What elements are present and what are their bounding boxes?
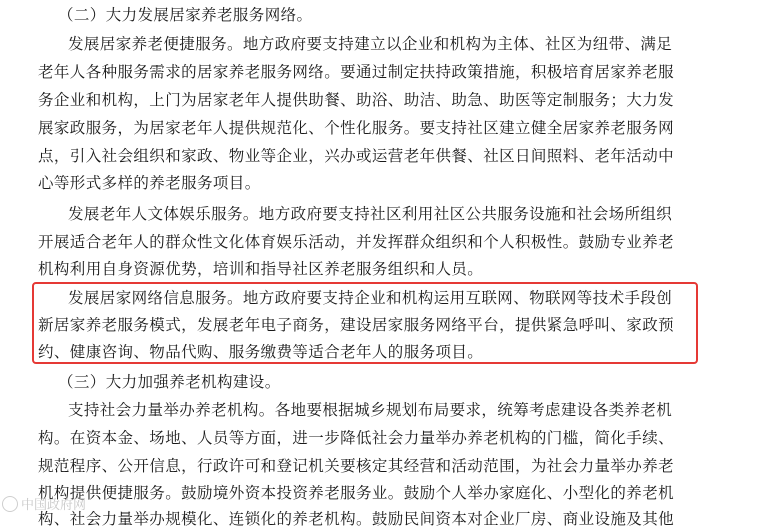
paragraph-line: 点，引入社会组织和家政、物业等企业，兴办或运营老年供餐、社区日间照料、老年活动中 xyxy=(38,147,675,165)
paragraph-line: 心等形式多样的养老服务项目。 xyxy=(38,174,261,192)
paragraph-line: 机构提供便捷服务。鼓励境外资本投资养老服务业。鼓励个人举办家庭化、小型化的养老机 xyxy=(38,484,675,502)
paragraph-line: 支持社会力量举办养老机构。各地要根据城乡规划布局要求，统筹考虑建设各类养老机 xyxy=(68,401,673,419)
paragraph-line: 展家政服务，为居家老年人提供规范化、个性化服务。要支持社区建立健全居家养老服务网 xyxy=(38,119,675,137)
section-heading: （三）大力加强养老机构建设。 xyxy=(58,373,281,391)
paragraph-line: 规范程序、公开信息，行政许可和登记机关要核定其经营和活动范围，为社会力量举办养老 xyxy=(38,457,675,475)
watermark-logo-icon xyxy=(2,496,18,512)
highlighted-paragraph-line: 约、健康咨询、物品代购、服务缴费等适合老年人的服务项目。 xyxy=(38,343,484,361)
section-heading: （二）大力发展居家养老服务网络。 xyxy=(58,6,313,24)
paragraph-line: 发展老年人文体娱乐服务。地方政府要支持社区利用社区公共服务设施和社会场所组织 xyxy=(68,205,673,223)
paragraph-line: 开展适合老年人的群众性文化体育娱乐活动，并发挥群众组织和个人积极性。鼓励专业养老 xyxy=(38,233,675,251)
paragraph-line: 构。在资本金、场地、人员等方面，进一步降低社会力量举办养老机构的门槛，简化手续、 xyxy=(38,429,675,447)
paragraph-line: 老年人各种服务需求的居家养老服务网络。要通过制定扶持政策措施，积极培育居家养老服 xyxy=(38,63,675,81)
highlighted-paragraph-line: 发展居家网络信息服务。地方政府要支持企业和机构运用互联网、物联网等技术手段创 xyxy=(68,289,673,307)
watermark xyxy=(2,494,86,513)
paragraph-line: 机构利用自身资源优势，培训和指导社区养老服务组织和人员。 xyxy=(38,260,484,278)
watermark-text: 中国政府网 xyxy=(21,498,87,513)
highlighted-paragraph-line: 新居家养老服务模式，发展老年电子商务，建设居家服务网络平台，提供紧急呼叫、家政预 xyxy=(38,316,675,334)
paragraph-line: 构、社会力量举办规模化、连锁化的养老机构。鼓励民间资本对企业厂房、商业设施及其他 xyxy=(38,510,675,528)
paragraph-line: 发展居家养老便捷服务。地方政府要支持建立以企业和机构为主体、社区为纽带、满足 xyxy=(68,35,673,53)
paragraph-line: 务企业和机构，上门为居家老年人提供助餐、助浴、助洁、助急、助医等定制服务；大力发 xyxy=(38,91,675,109)
